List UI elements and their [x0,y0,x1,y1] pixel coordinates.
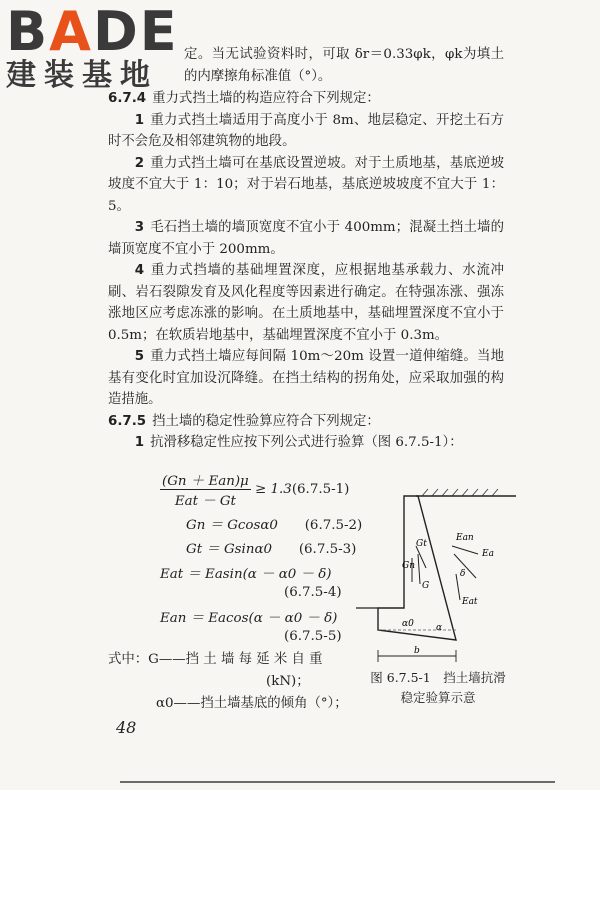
section-6-7-4 [108,88,504,454]
section-heading: 6.7.4 重力式挡土墙的构造应符合下列规定： [108,91,380,106]
label-alpha0: α0 [402,619,414,629]
formula-fraction: $\frac{\text{(Gn ＋ Ean)μ}}{\text{Eat － Gt}}$ [160,470,251,509]
label-delta: δ [460,569,466,579]
continuation-paragraph: 定。当无试验资料时，可取 δr＝0.33φk，φk为填土的内摩擦角标准值（°）。 [184,47,504,84]
formula-tag-6-7-5-5: (6.7.5-5) [284,629,342,644]
label-gt: Gt [416,539,427,549]
caption-line: 稳定验算示意 [400,690,476,705]
clause-item: 1 重力式挡土墙适用于高度小于 8m、地层稳定、开挖土石方时不会危及相邻建筑物的地段。 [108,112,504,149]
top-continuation [184,44,504,87]
formula-6-7-5-4: Eat ＝ Easin(α － α0 － δ) [160,567,332,582]
label-ean: Ean [456,533,474,543]
logo-subtitle: 建装基地 [6,58,158,93]
caption-line: 图 6.7.5-1 挡土墙抗滑 [370,670,506,685]
definition-alpha0: α0——挡土墙基底的倾角（°）； [156,696,348,711]
gt-arrow [416,546,426,568]
watermark-logo [6,0,179,94]
logo-wordmark: BADE [6,0,179,63]
figure-caption [358,668,518,708]
clause-item: 2 重力式挡土墙可在基底设置逆坡。对于土质地基，基底逆坡坡度不宜大于 1：10；对于岩石地基，基底逆坡坡度不宜大于 1：5。 [108,155,504,214]
retaining-wall-diagram [356,484,516,664]
gn-arrow [418,554,420,584]
label-eat: Eat [462,597,478,607]
definition-unit: (kN)； [266,674,310,689]
clause-item: 5 重力式挡土墙应每间隔 10m～20m 设置一道伸缩缝。当地基有变化时宜加设沉降缝。在挡土结构的拐角处，应采取加强的构造措施。 [108,349,504,407]
formula-tag-6-7-5-4: (6.7.5-4) [284,585,342,600]
clause-item: 1 抗滑移稳定性应按下列公式进行验算（图 6.7.5-1）： [134,435,463,450]
label-ea: Ea [482,549,494,559]
ground-hatching [422,489,498,496]
definition-lead: 式中：G——挡 土 墙 每 延 米 自 重 [108,652,323,667]
wall-outline [378,496,456,640]
label-b: b [414,646,420,656]
formula-6-7-5-2: Gn ＝ Gcosα0 (6.7.5-2) [186,518,363,533]
page-number: 48 [116,718,137,737]
ean-arrow [452,546,478,554]
clause-item: 4 重力式挡墙的基础埋置深度，应根据地基承载力、水流冲刷、岩石裂隙发育及风化程度等因素进行确定。在特强冻涨、强冻涨地区应考虑冻涨的影响。在土质地基中，基础埋置深度不宜小于 0.5m；在软质岩地基中，基础埋置深度不宜小于 0.3m。 [108,263,504,343]
label-alpha: α [436,623,443,633]
formula-6-7-5-3: Gt ＝ Gsinα0 (6.7.5-3) [186,542,357,557]
label-g: G [422,581,430,591]
formula-6-7-5-1: $\frac{\text{(Gn ＋ Ean)μ}}{\text{Eat － Gt}}$ ≥ 1.3(6.7.5-1) [160,470,349,509]
page-bottom-rule [120,781,555,783]
section-heading: 6.7.5 挡土墙的稳定性验算应符合下列规定： [108,413,380,429]
label-gn: Gn [402,561,415,571]
formula-6-7-5-5: Ean ＝ Eacos(α － α0 － δ) [160,611,338,626]
clause-item: 3 毛石挡土墙的墙顶宽度不宜小于 400mm；混凝土挡土墙的墙顶宽度不宜小于 200mm。 [108,220,504,257]
